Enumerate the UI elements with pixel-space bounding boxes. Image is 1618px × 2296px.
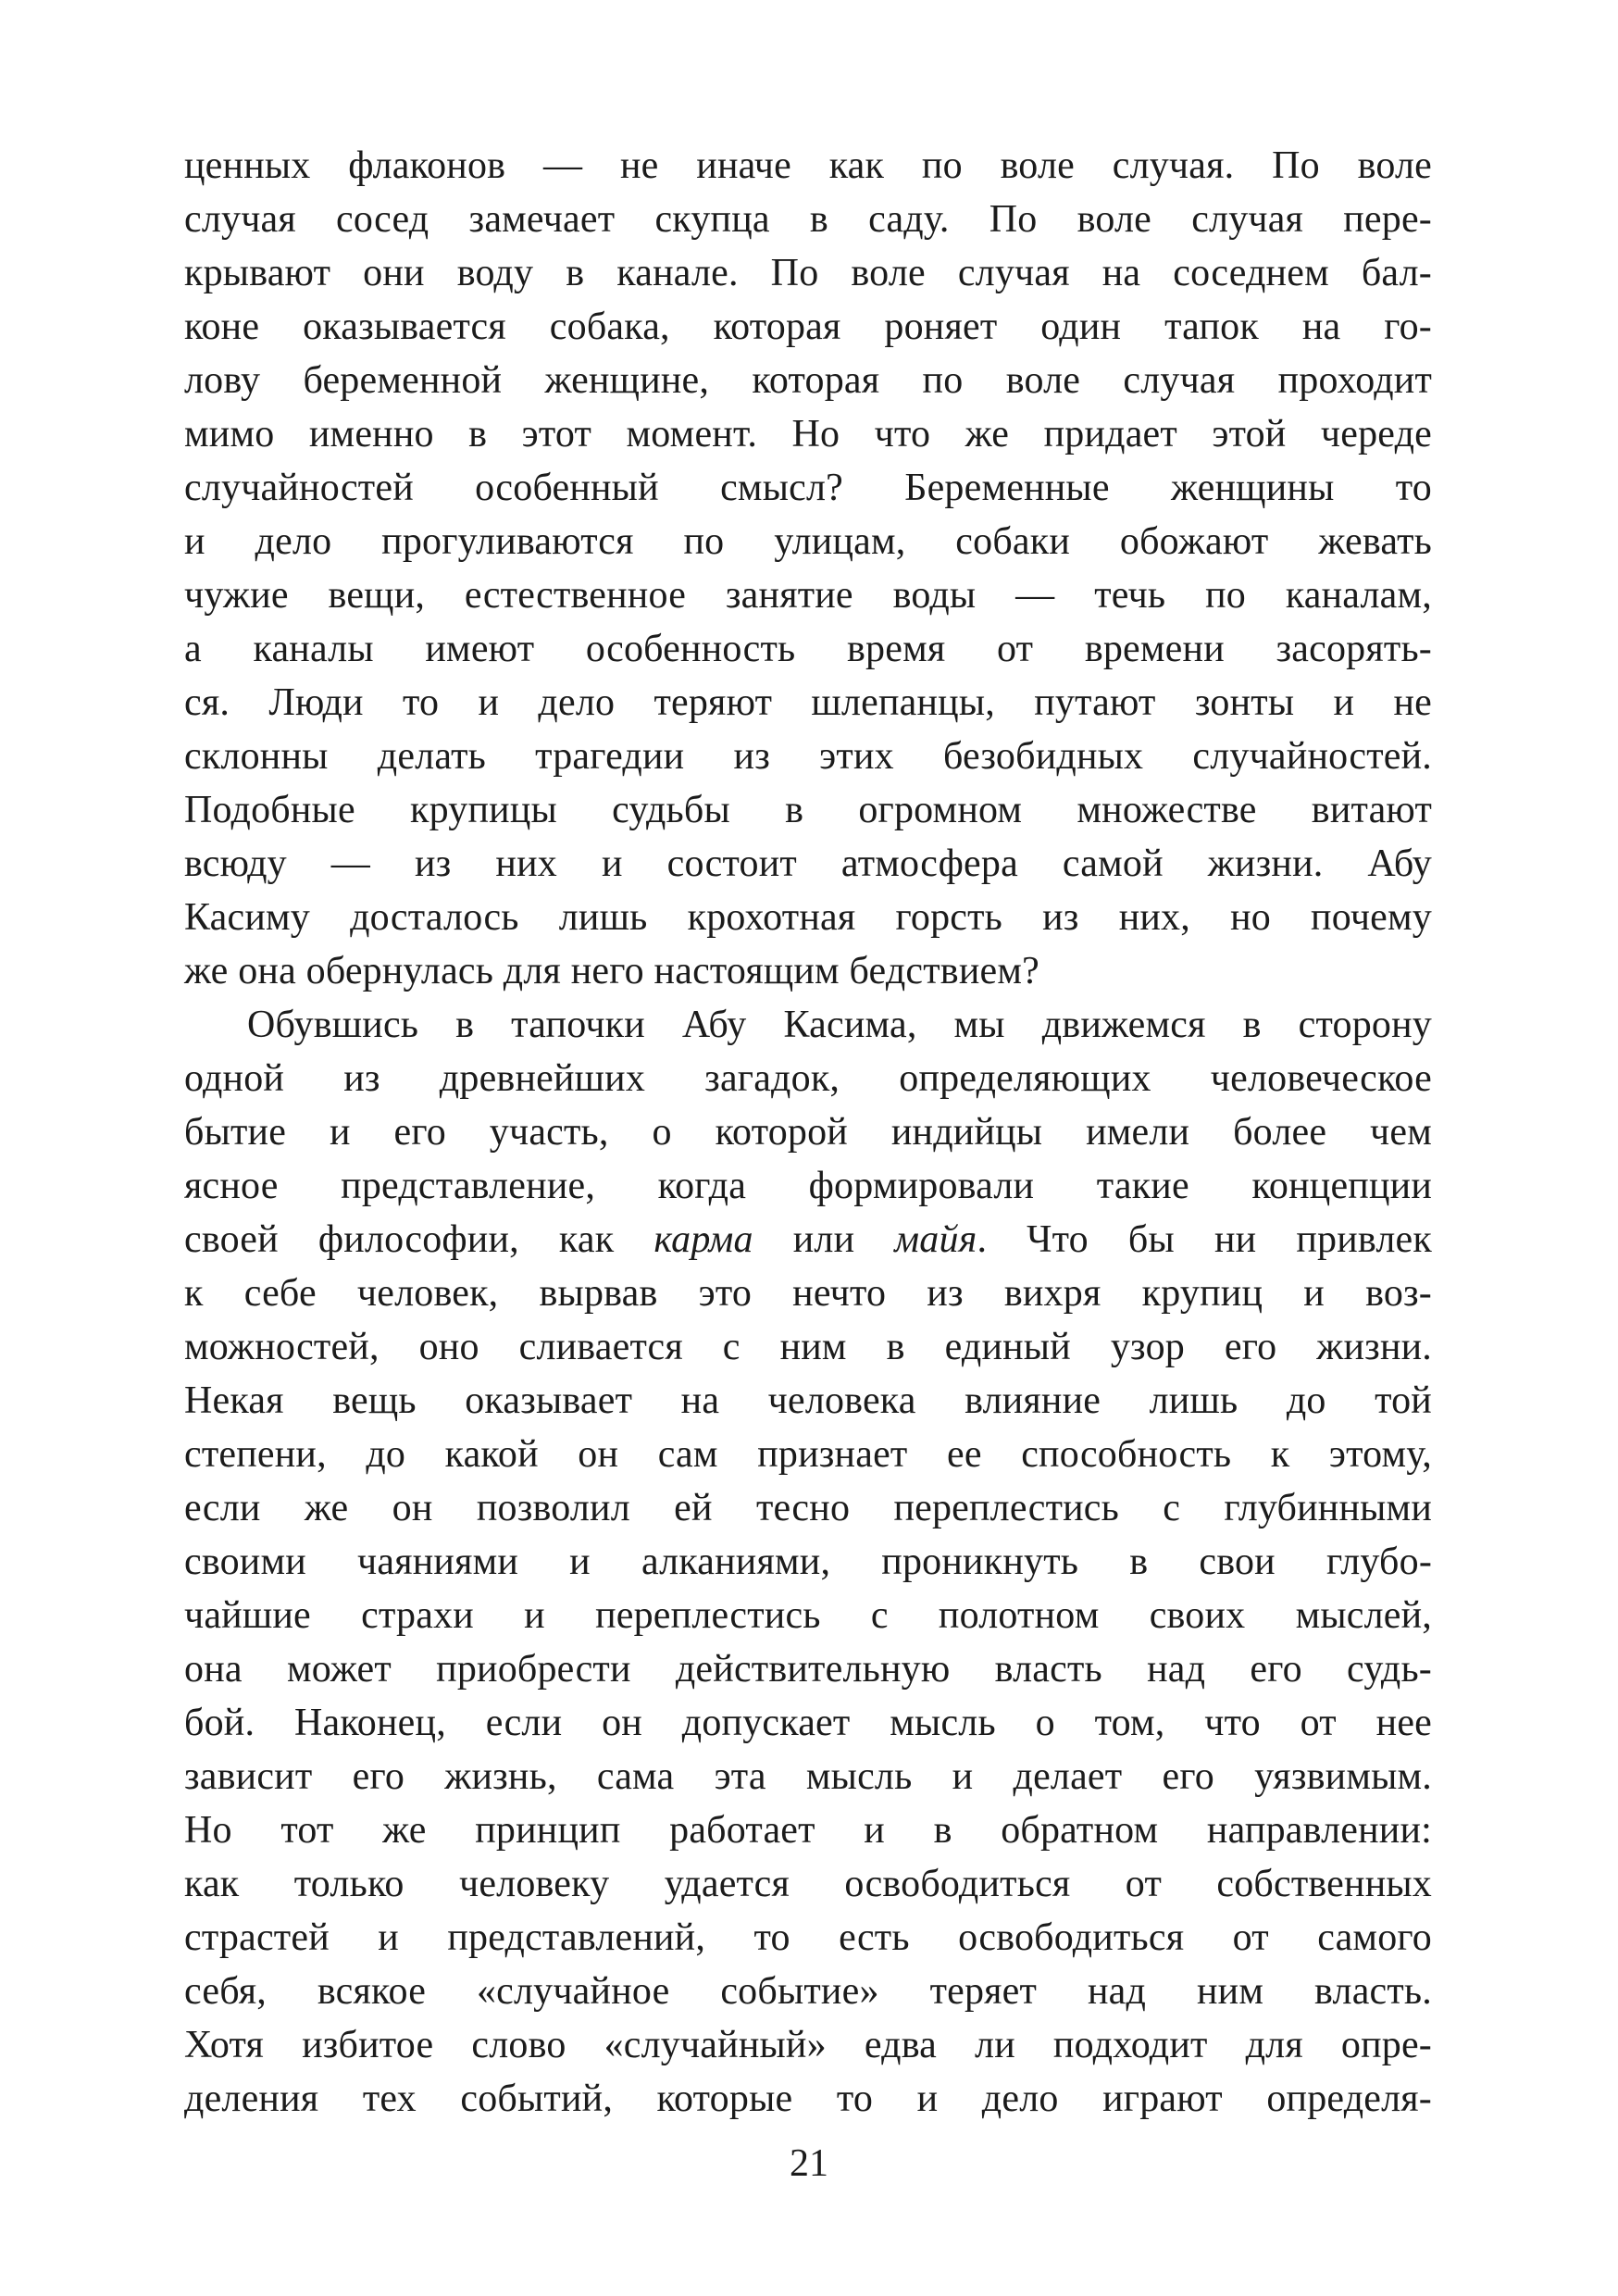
text-line [184,1213,1432,1267]
text-line [184,354,1432,407]
text-line [184,515,1432,568]
text-line [184,998,1432,1052]
text-run: ясное представление, когда формировали такие концепции [184,1165,1432,1207]
text-line [184,1642,1432,1696]
text-block [184,139,1432,2126]
text-run: или [753,1218,895,1261]
text-line [184,1696,1432,1750]
text-run: случая сосед замечает скупца в саду. По воле случая пере- [184,198,1432,241]
text-run: же она обернулась для него настоящим бедствием? [184,950,1039,992]
text-run: своими чаяниями и алканиями, проникнуть в свои глубо- [184,1541,1432,1583]
text-run: Но тот же принцип работает и в обратном направлении: [184,1809,1432,1852]
text-run: бытие и его участь, о которой индийцы имели более чем [184,1111,1432,1154]
text-run: лову беременной женщине, которая по воле случая проходит [184,359,1432,402]
text-run: к себе человек, вырвав это нечто из вихря крупиц и воз- [184,1272,1432,1315]
text-run: склонны делать трагедии из этих безобидных случайностей. [184,735,1432,778]
text-run: чужие вещи, естественное занятие воды — течь по каналам, [184,574,1432,617]
text-line [184,944,1432,998]
text-run: страстей и представлений, то есть освободиться от самого [184,1916,1432,1959]
text-line [184,1159,1432,1213]
text-run: Касиму досталось лишь крохотная горсть из них, но почему [184,896,1432,939]
text-run: Некая вещь оказывает на человека влияние лишь до той [184,1379,1432,1422]
text-run: . Что бы ни привлек [977,1218,1432,1261]
text-line [184,1052,1432,1105]
text-run: своей философии, как [184,1218,654,1261]
text-line [184,1535,1432,1589]
text-run: ценных флаконов — не иначе как по воле случая. По воле [184,144,1432,187]
text-line [184,730,1432,783]
text-line [184,461,1432,515]
text-line [184,1857,1432,1911]
text-line [184,1965,1432,2018]
text-line [184,1589,1432,1642]
text-line [184,837,1432,891]
text-line [184,891,1432,944]
text-run: ся. Люди то и дело теряют шлепанцы, путают зонты и не [184,681,1432,724]
text-line [184,622,1432,676]
text-run: она может приобрести действительную власть над его судь- [184,1648,1432,1691]
text-run: одной из древнейших загадок, определяющих человеческое [184,1057,1432,1100]
text-run: зависит его жизнь, сама эта мысль и делает его уязвимым. [184,1755,1432,1798]
text-line [184,193,1432,246]
text-line [184,568,1432,622]
text-run: как только человеку удается освободиться от собственных [184,1863,1432,1905]
text-run: деления тех событий, которые то и дело играют определя- [184,2078,1432,2120]
italic-term: майя [894,1218,977,1261]
text-run: себя, всякое «случайное событие» теряет над ним власть. [184,1970,1432,2013]
text-line [184,1374,1432,1428]
text-line [184,1750,1432,1803]
text-run: Подобные крупицы судьбы в огромном множестве витают [184,789,1432,831]
text-run: крывают они воду в канале. По воле случая на соседнем бал- [184,252,1432,294]
text-line [184,2018,1432,2072]
paragraph [184,998,1432,2126]
text-run: степени, до какой он сам признает ее способность к этому, [184,1433,1432,1476]
text-run: а каналы имеют особенность время от времени засорять- [184,628,1432,670]
italic-term: карма [653,1218,753,1261]
text-line [184,407,1432,461]
text-line [184,1320,1432,1374]
text-run: мимо именно в этот момент. Но что же придает этой череде [184,413,1432,455]
text-line [184,1911,1432,1965]
text-line [184,2072,1432,2126]
text-run: и дело прогуливаются по улицам, собаки обожают жевать [184,520,1432,563]
text-run: бой. Наконец, если он допускает мысль о том, что от нее [184,1702,1432,1744]
text-line [184,1803,1432,1857]
text-run: случайностей особенный смысл? Беременные женщины то [184,467,1432,509]
text-run: чайшие страхи и переплестись с полотном своих мыслей, [184,1594,1432,1637]
text-line [184,1267,1432,1320]
text-line [184,246,1432,300]
text-line [184,1428,1432,1481]
text-run: можностей, оно сливается с ним в единый узор его жизни. [184,1326,1432,1368]
text-run: если же он позволил ей тесно переплестись с глубинными [184,1487,1432,1529]
text-line [184,300,1432,354]
page-number: 21 [790,2142,828,2185]
text-run: всюду — из них и состоит атмосфера самой жизни. Абу [184,842,1432,885]
text-line [184,1481,1432,1535]
text-run: коне оказывается собака, которая роняет один тапок на го- [184,306,1432,348]
text-line [184,139,1432,193]
text-run: Обувшись в тапочки Абу Касима, мы движемся в сторону [247,1004,1432,1046]
paragraph [184,139,1432,998]
text-line [184,676,1432,730]
text-run: Хотя избитое слово «случайный» едва ли подходит для опре- [184,2024,1432,2066]
text-line [184,1105,1432,1159]
text-line [184,783,1432,837]
